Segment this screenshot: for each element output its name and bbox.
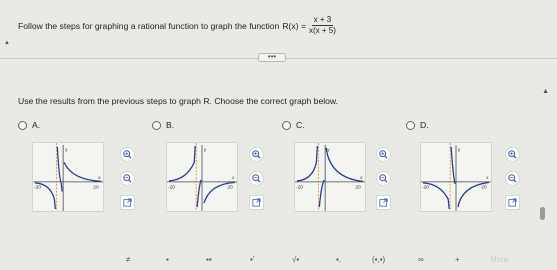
graph-c[interactable]: [294, 142, 366, 212]
graph-c-tick-right: 20: [355, 185, 361, 191]
square-root-button[interactable]: √▪: [292, 255, 300, 264]
graph-a-y-label: y: [65, 147, 68, 153]
option-b-label: B.: [166, 120, 175, 130]
option-a-label: A.: [32, 120, 41, 130]
not-equal-button[interactable]: ≠: [126, 255, 131, 264]
ordered-pair-button[interactable]: (▪,▪): [372, 255, 386, 264]
expand-graph-icon[interactable]: [249, 195, 264, 210]
graph-b-y-label: y: [203, 147, 207, 153]
expand-graph-icon[interactable]: [376, 195, 391, 210]
exponent-button[interactable]: ▪': [250, 255, 255, 264]
option-b[interactable]: [152, 120, 174, 130]
radio-option-b[interactable]: [152, 121, 161, 130]
graph-a-tick-left: -20: [34, 185, 42, 191]
graph-prompt: Use the results from the previous steps to graph R. Choose the correct graph below.: [18, 96, 339, 106]
option-c-label: C.: [296, 120, 305, 130]
zoom-out-icon[interactable]: [376, 171, 391, 186]
graph-d-y-label: y: [457, 147, 461, 153]
more-symbols-button[interactable]: More: [490, 255, 509, 264]
question-text: [18, 16, 336, 35]
zoom-in-icon[interactable]: [120, 147, 135, 162]
graph-c-tick-left: -20: [296, 185, 304, 191]
expand-graph-icon[interactable]: [505, 195, 520, 210]
infinity-button[interactable]: ∞: [418, 255, 424, 264]
function-denominator: x(x + 5): [308, 26, 336, 35]
graph-b-x-label: x: [232, 175, 235, 181]
graph-a-x-label: x: [98, 175, 101, 181]
function-name: R(x) =: [282, 20, 306, 31]
math-toolbar: [0, 250, 557, 270]
zoom-out-icon[interactable]: [249, 171, 264, 186]
more-button[interactable]: •••: [258, 53, 286, 62]
question-prompt: Follow the steps for graphing a rational function to graph the function: [18, 20, 280, 31]
fraction-button[interactable]: ▪: [166, 255, 169, 264]
graph-d-x-label: x: [486, 175, 489, 181]
graph-b-tick-right: 20: [227, 185, 233, 191]
option-a[interactable]: [18, 120, 40, 130]
option-d-label: D.: [420, 120, 429, 130]
radio-option-c[interactable]: [282, 121, 291, 130]
zoom-out-icon[interactable]: [505, 171, 520, 186]
graph-a[interactable]: [32, 142, 104, 212]
radio-option-a[interactable]: [18, 121, 27, 130]
graph-a-tick-right: 20: [93, 185, 99, 191]
graph-b[interactable]: [166, 142, 238, 212]
collapse-marker-icon: ▲: [4, 40, 10, 46]
expand-graph-icon[interactable]: [120, 195, 135, 210]
radio-option-d[interactable]: [406, 121, 415, 130]
zoom-in-icon[interactable]: [249, 147, 264, 162]
decimal-button[interactable]: ▪.: [336, 255, 342, 264]
option-c[interactable]: [282, 120, 305, 130]
function-fraction: [309, 16, 336, 35]
graph-d[interactable]: [420, 142, 492, 212]
option-d[interactable]: [406, 120, 429, 130]
zoom-out-icon[interactable]: [120, 171, 135, 186]
plus-button[interactable]: +: [455, 255, 460, 264]
zoom-in-icon[interactable]: [505, 147, 520, 162]
graph-b-tick-left: -20: [168, 185, 176, 191]
graph-c-y-label: y: [327, 147, 330, 153]
graph-d-tick-left: -20: [422, 185, 430, 191]
zoom-in-icon[interactable]: [376, 147, 391, 162]
graph-d-tick-right: 20: [481, 185, 487, 191]
mixed-number-button[interactable]: ▪▪: [206, 255, 212, 264]
scrollbar-thumb[interactable]: [540, 207, 545, 220]
graph-c-x-label: x: [360, 175, 363, 181]
scroll-up-icon[interactable]: ▲: [542, 88, 549, 95]
function-numerator: x + 3: [313, 15, 332, 24]
